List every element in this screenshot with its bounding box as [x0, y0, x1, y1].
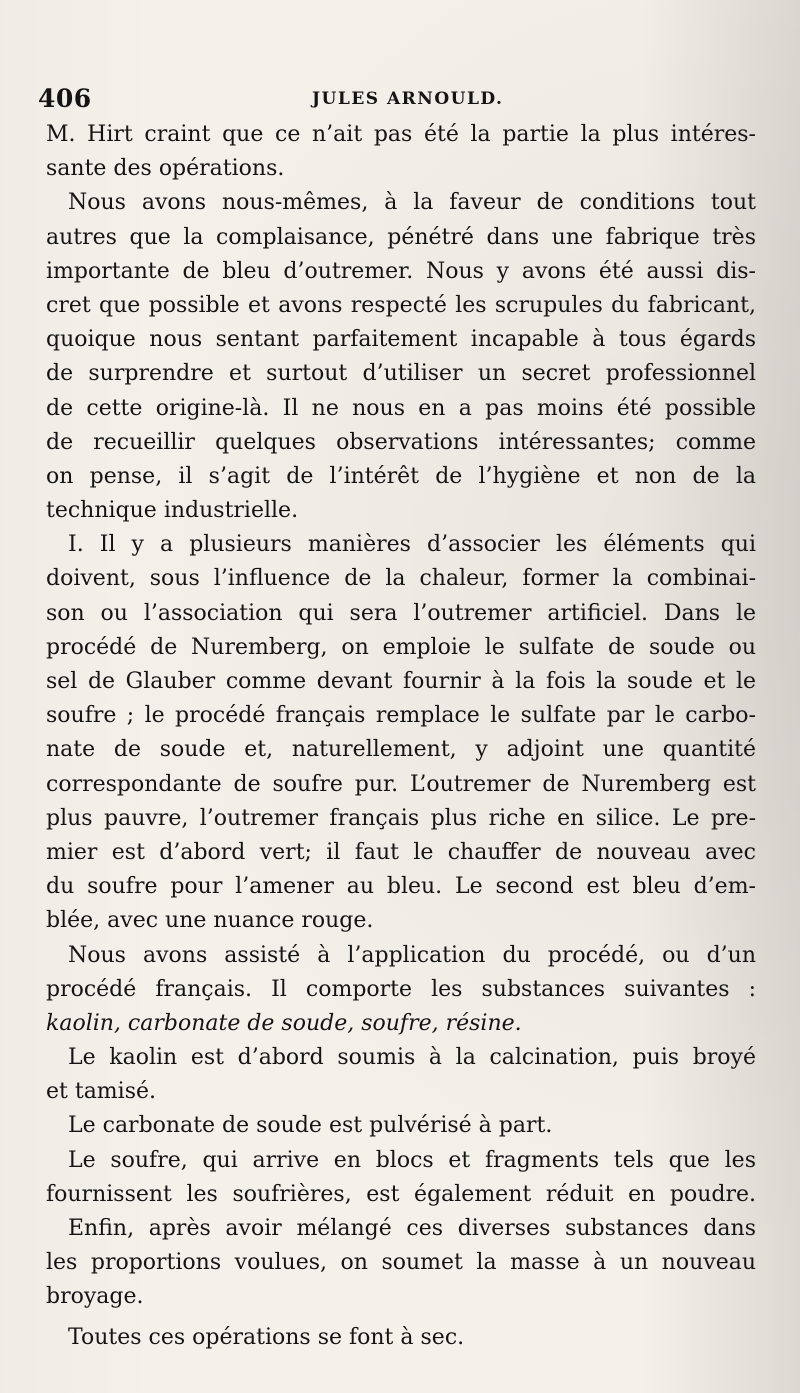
text-line: les proportions voulues, on soumet la masse à un nouveau — [46, 1250, 756, 1276]
text-line: Le carbonate de soude est pulvérisé à part. — [68, 1113, 553, 1139]
text-line: procédé de Nuremberg, on emploie le sulfate de soude ou — [46, 634, 756, 660]
text-line: kaolin, carbonate de soude, soufre, résine. — [46, 1010, 522, 1036]
text-line: mier est d’abord vert; il faut le chauffer de nouveau avec — [46, 839, 756, 865]
running-head: JULES ARNOULD. — [312, 89, 504, 109]
text-line: autres que la complaisance, pénétré dans une fabrique très — [46, 224, 756, 250]
text-line: de surprendre et surtout d’utiliser un secret professionnel — [46, 361, 756, 387]
text-line: blée, avec une nuance rouge. — [46, 908, 374, 934]
text-line: cret que possible et avons respecté les scrupules du fabricant, — [46, 292, 756, 318]
text-line: Nous avons assisté à l’application du procédé, ou d’un — [68, 942, 756, 968]
text-line: sante des opérations. — [46, 156, 285, 182]
text-line: broyage. — [46, 1284, 144, 1310]
text-line: et tamisé. — [46, 1079, 157, 1105]
text-line: du soufre pour l’amener au bleu. Le second est bleu d’em- — [46, 874, 756, 900]
text-line: son ou l’association qui sera l’outremer artificiel. Dans le — [46, 600, 756, 626]
text-line: sel de Glauber comme devant fournir à la fois la soude et le — [46, 669, 756, 694]
text-line: doivent, sous l’influence de la chaleur, former la combinai- — [46, 566, 756, 592]
text-line: Nous avons nous-mêmes, à la faveur de conditions tout — [68, 190, 756, 216]
text-line: de cette origine-là. Il ne nous en a pas moins été possible — [46, 395, 756, 421]
text-line: Le kaolin est d’abord soumis à la calcination, puis broyé — [68, 1045, 756, 1071]
text-line: procédé français. Il comporte les substances suivantes : — [46, 976, 756, 1002]
text-line: importante de bleu d’outremer. Nous y avons été aussi dis- — [46, 258, 756, 284]
text-line: Le soufre, qui arrive en blocs et fragments tels que les — [68, 1147, 756, 1173]
text-line: fournissent les soufrières, est également réduit en poudre. — [46, 1181, 756, 1207]
text-line: Enfin, après avoir mélangé ces diverses substances dans — [68, 1216, 756, 1241]
page-number: 406 — [38, 84, 92, 113]
text-line: correspondante de soufre pur. L’outremer de Nuremberg est — [46, 771, 756, 797]
text-line: Toutes ces opérations se font à sec. — [68, 1324, 465, 1350]
text-line: M. Hirt craint que ce n’ait pas été la partie la plus intéres- — [46, 122, 756, 147]
text-line: I. Il y a plusieurs manières d’associer les éléments qui — [68, 532, 756, 558]
text-line: plus pauvre, l’outremer français plus riche en silice. Le pre- — [46, 805, 756, 831]
text-line: technique industrielle. — [46, 498, 299, 524]
text-line: de recueillir quelques observations intéressantes; comme — [46, 429, 756, 455]
body-text — [46, 118, 756, 1355]
page-header — [38, 84, 758, 118]
text-line: on pense, il s’agit de l’intérêt de l’hygiène et non de la — [46, 463, 756, 489]
text-line: soufre ; le procédé français remplace le sulfate par le carbo- — [46, 703, 756, 729]
text-line: nate de soude et, naturellement, y adjoint une quantité — [46, 737, 756, 763]
text-line: quoique nous sentant parfaitement incapable à tous égards — [46, 327, 756, 353]
